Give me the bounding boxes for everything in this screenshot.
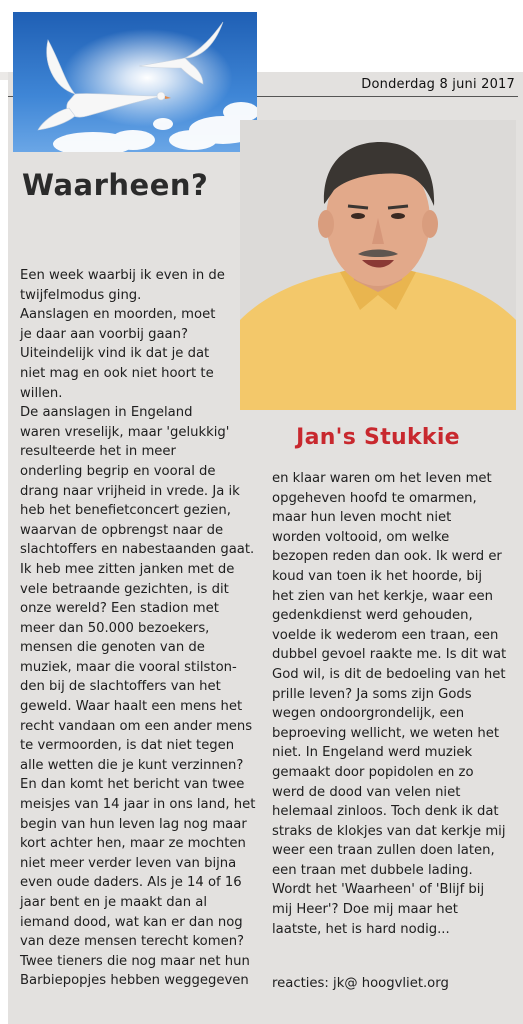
article-line: opgeheven hoofd te omarmen, [272,490,477,506]
article-line: vele betraande gezichten, is dit [20,581,229,597]
article-line: worden voltooid, om welke [272,529,450,545]
article-line: werd de dood van velen niet [272,784,461,800]
article-line: geweld. Waar haalt een mens het [20,699,243,715]
column-title-banner [240,410,516,464]
article-line: heb het benefietconcert gezien, [20,503,231,519]
article-line: Uiteindelijk vind ik dat je dat [20,346,210,362]
article-line: begin van hun leven lag nog maar [20,816,247,832]
article-line: drang naar vrijheid in vrede. Ja ik [20,483,240,499]
article-line: mij Heer'? Doe mij maar het [272,902,458,918]
article-line: niet. In Engeland werd muziek [272,745,473,761]
article-line: het zien van het kerkje, waar een [272,588,493,604]
article-line: recht vandaan om een ander mens [20,718,253,734]
article-line: jaar bent en je maakt dan al [20,895,208,910]
article-line: wegen ondoorgrondelijk, een [272,706,465,722]
article-line: Een week waarbij ik even in de [20,268,225,283]
article-line: waren vreselijk, maar 'gelukkig' [20,424,230,440]
article-line: maar hun leven mocht niet [272,510,452,526]
article-headline: Waarheen? [22,168,209,202]
article-line: mensen die genoten van de [20,640,205,656]
article-line: te vermoorden, is dat niet tegen [20,738,235,754]
article-line: kort achter hen, maar ze mochten [20,836,246,852]
article-line: niet mag en ook niet hoort te [20,365,214,381]
article-line: je daar aan voorbij gaan? [20,326,188,342]
author-portrait [240,120,516,410]
article-line: dubbel gevoel raakte me. Is dit wat [272,647,507,663]
article-line: twijfelmodus ging. [20,287,142,303]
publication-date: Donderdag 8 juni 2017 [361,77,515,92]
article-line: meer dan 50.000 bezoekers, [20,620,210,636]
article-line: bezopen reden dan ook. Ik werd er [272,549,502,565]
article-line: een traan met dubbele lading. [272,862,473,878]
doves-illustration [13,12,257,152]
article-line: slachtoffers en nabestaanden gaat. [20,542,255,558]
article-line: Barbiepopjes hebben weggegeven [20,973,249,989]
article-line: Twee tieners die nog maar net hun [20,953,250,969]
column-title: Jan's Stukkie [296,424,460,450]
article-line: Ik heb mee zitten janken met de [20,561,235,577]
article-line: laatste, het is hard nodig... [272,921,450,937]
article-column-right [272,469,514,939]
contact-email: reacties: jk@ hoogvliet.org [272,976,449,991]
article-line: alle wetten die je kunt verzinnen? [20,757,244,773]
article-line: weer een traan zullen doen laten, [272,843,495,859]
article-line: God wil, is dit de bedoeling van het [272,666,506,682]
article-line: resulteerde het in meer [20,444,176,460]
article-line: waarvan de opbrengst naar de [20,522,224,538]
article-line: meisjes van 14 jaar in ons land, het [20,797,256,813]
doves-sky-photo [13,12,257,152]
article-line: Wordt het 'Waarheen' of 'Blijf bij [272,882,485,898]
article-line: voelde ik wederom een traan, een [272,627,499,643]
article-line: den bij de slachtoffers van het [20,679,221,695]
article-line: even oude daders. Als je 14 of 16 [20,875,242,891]
article-line: van deze mensen terecht komen? [20,934,245,950]
article-line: onze wereld? Een stadion met [20,601,219,617]
article-line: En dan komt het bericht van twee [20,777,245,793]
article-line: prille leven? Ja soms zijn Gods [272,686,472,702]
article-line: koud van toen ik het hoorde, bij [272,568,483,584]
article-line: willen. [20,385,63,401]
article-line: Aanslagen en moorden, moet [20,307,216,323]
article-line: en klaar waren om het leven met [272,471,492,486]
article-line: gemaakt door popidolen en zo [272,764,474,780]
article-line: straks de klokjes van dat kerkje mij [272,823,506,839]
article-column-left [20,266,256,991]
article-line: onderling begrip en vooral de [20,463,216,479]
article-line: niet meer verder leven van bijna [20,855,237,871]
author-portrait-illustration [240,120,516,410]
article-line: helemaal zinloos. Toch denk ik dat [272,804,499,820]
article-line: gedenkdienst werd gehouden, [272,608,473,624]
article-line: De aanslagen in Engeland [20,405,193,421]
article-line: muziek, maar die vooral stilston- [20,659,237,675]
article-line: beproeving wellicht, we weten het [272,725,500,741]
article-line: iemand dood, wat kan er dan nog [20,914,243,930]
